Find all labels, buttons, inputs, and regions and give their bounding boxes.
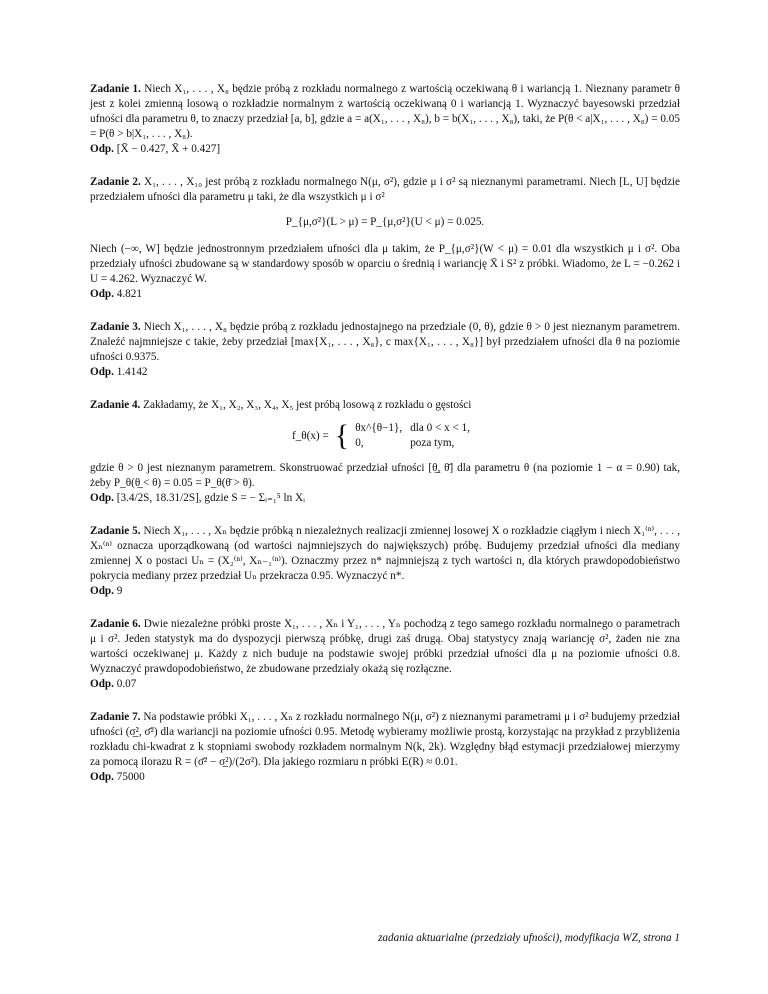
- case-cond: poza tym,: [410, 437, 455, 449]
- answer-value: 1.4142: [116, 366, 148, 378]
- problem-label: Zadanie 3.: [90, 321, 141, 333]
- answer-value: 75000: [116, 771, 145, 783]
- problem-label: Zadanie 2.: [90, 176, 141, 188]
- problem-text: Niech X₁, . . . , X₈ będzie próbą z rozkładu normalnego z wartością oczekiwaną θ i wariancją 1. Nieznany parametr θ jest z kolei zmienną losową o rozkładzie normalnym z wartością oczekiwaną 0 i wariancją 1. Wyznaczyć bayesowski przedział ufności dla parametru θ, to znaczy przedział [a, b], gdzie a = a(X₁, . . . , X₈), b = b(X₁, . . . , X₈), taki, że P(θ < a|X₁, . . . , X₈) = 0.05 = P(θ > b|X₁, . . . , X₈).: [90, 83, 680, 140]
- case-expr: 0,: [355, 437, 364, 449]
- density-cases: [355, 421, 478, 451]
- problem-label: Zadanie 5.: [90, 525, 141, 537]
- problem-label: Zadanie 7.: [90, 711, 141, 723]
- problem-label: Zadanie 4.: [90, 399, 141, 411]
- left-brace: {: [334, 419, 350, 452]
- problem-text-continued: Niech (−∞, W] będzie jednostronnym przedziałem ufności dla μ takim, że P_{μ,σ²}(W < μ) = 0.01 dla wszystkich μ i σ². Oba przedziały ufności zbudowane są w standardowy sposób w oparciu o średnią i wariancję X̄ i S² z próbki. Wiadomo, że L = −0.262 i U = 4.262. Wyznaczyć W.: [90, 243, 680, 285]
- problem-text: X₁, . . . , X₁₀ jest próbą z rozkładu normalnego N(μ, σ²), gdzie μ i σ² są nieznanymi parametrami. Niech [L, U] będzie przedziałem ufności dla parametru μ taki, że dla wszystkich μ i σ²: [90, 176, 680, 203]
- problem-2: [90, 175, 680, 302]
- equation: P_{μ,σ²}(L > μ) = P_{μ,σ²}(U < μ) = 0.025.: [285, 216, 485, 228]
- problem-1: [90, 82, 680, 157]
- problem-text: Na podstawie próbki X₁, . . . , Xₙ z rozkładu normalnego N(μ, σ²) z nieznanymi parametrami μ i σ² budujemy przedział ufności (σ̲², σ̄²) dla wariancji na poziomie ufności 0.95. Metodę wybieramy możliwie prostą, korzystając na przykład z przybliżenia rozkładu chi-kwadrat z k stopniami swobody rozkładem normalnym N(k, 2k). Względny błąd estymacji przedziałowej mierzymy za pomocą ilorazu R = (σ̄² − σ̲²)/(2σ²). Dla jakiego rozmiaru n próbki E(R) ≈ 0.01.: [90, 711, 680, 768]
- problem-3: [90, 320, 680, 380]
- answer-label: Odp.: [90, 771, 114, 783]
- document-body: [90, 82, 680, 803]
- problem-5: [90, 524, 680, 599]
- problem-6: [90, 617, 680, 692]
- problem-text: Niech X₁, . . . , Xₙ będzie próbką n niezależnych realizacji zmiennej losowej X o rozkładzie ciągłym i niech X₁⁽ⁿ⁾, . . . , Xₙ⁽ⁿ⁾ oznacza uporządkowaną (od wartości najmniejszych do największych) próbę. Budujemy przedział ufności dla mediany zmiennej X o postaci Uₙ = (X₂⁽ⁿ⁾, Xₙ₋₁⁽ⁿ⁾). Oznaczmy przez n* najmniejszą z tych wartości n, dla których prawdopodobieństwo pokrycia mediany przez przedział Uₙ przekracza 0.95. Wyznaczyć n*.: [90, 525, 680, 582]
- problem-text: Zakładamy, że X₁, X₂, X₃, X₄, X₅ jest próbą losową z rozkładu o gęstości: [143, 399, 472, 411]
- case-expr: θx^{θ−1},: [355, 422, 403, 434]
- density-lhs: f_θ(x) =: [291, 429, 329, 442]
- problem-7: [90, 710, 680, 785]
- answer-value: 4.821: [116, 288, 142, 300]
- answer-label: Odp.: [90, 492, 114, 504]
- problem-text: Dwie niezależne próbki proste X₁, . . . , Xₙ i Y₁, . . . , Yₙ pochodzą z tego samego rozkładu normalnego o parametrach μ i σ². Jeden statystyk ma do dyspozycji pierwszą próbkę, drugi zaś drugą. Obaj statystycy znają wariancję σ², żaden nie zna wartości oczekiwanej μ. Każdy z nich buduje na podstawie swojej próbki przedział ufności dla μ na poziomie ufności 0.8. Wyznaczyć prawdopodobieństwo, że zbudowane przedziały okażą się rozłączne.: [90, 618, 681, 675]
- problem-text: Niech X₁, . . . , X₈ będzie próbą z rozkładu jednostajnego na przedziale (0, θ), gdzie θ > 0 jest nieznanym parametrem. Znaleźć najmniejsze c takie, żeby przedział [max{X₁, . . . , X₈}, c max{X₁, . . . , X₈}] był przedziałem ufności dla θ na poziomie ufności 0.9375.: [90, 321, 681, 363]
- problem-4: [90, 398, 680, 506]
- problem-label: Zadanie 1.: [90, 83, 141, 95]
- answer-value: [3.4/2S, 18.31/2S], gdzie S = − Σᵢ₌₁⁵ ln Xᵢ: [116, 492, 305, 504]
- density-definition: [90, 421, 680, 451]
- answer-label: Odp.: [90, 366, 114, 378]
- case-cond: dla 0 < x < 1,: [410, 422, 471, 434]
- answer-label: Odp.: [90, 585, 114, 597]
- problem-text-continued: gdzie θ > 0 jest nieznanym parametrem. Skonstruować przedział ufności [θ̲, θ̄] dla parametru θ (na poziomie 1 − α = 0.90) tak, żeby P_θ(θ̲ < θ) = 0.05 = P_θ(θ̄ > θ).: [90, 462, 680, 489]
- answer-value: 0.07: [116, 678, 137, 690]
- answer-value: 9: [116, 585, 123, 597]
- answer-value: [X̄ − 0.427, X̄ + 0.427]: [116, 143, 221, 155]
- answer-label: Odp.: [90, 288, 114, 300]
- problem-label: Zadanie 6.: [90, 618, 141, 630]
- answer-label: Odp.: [90, 143, 114, 155]
- answer-label: Odp.: [90, 678, 114, 690]
- page-footer: zadania aktuarialne (przedziały ufności), modyfikacja WZ, strona 1: [378, 932, 680, 944]
